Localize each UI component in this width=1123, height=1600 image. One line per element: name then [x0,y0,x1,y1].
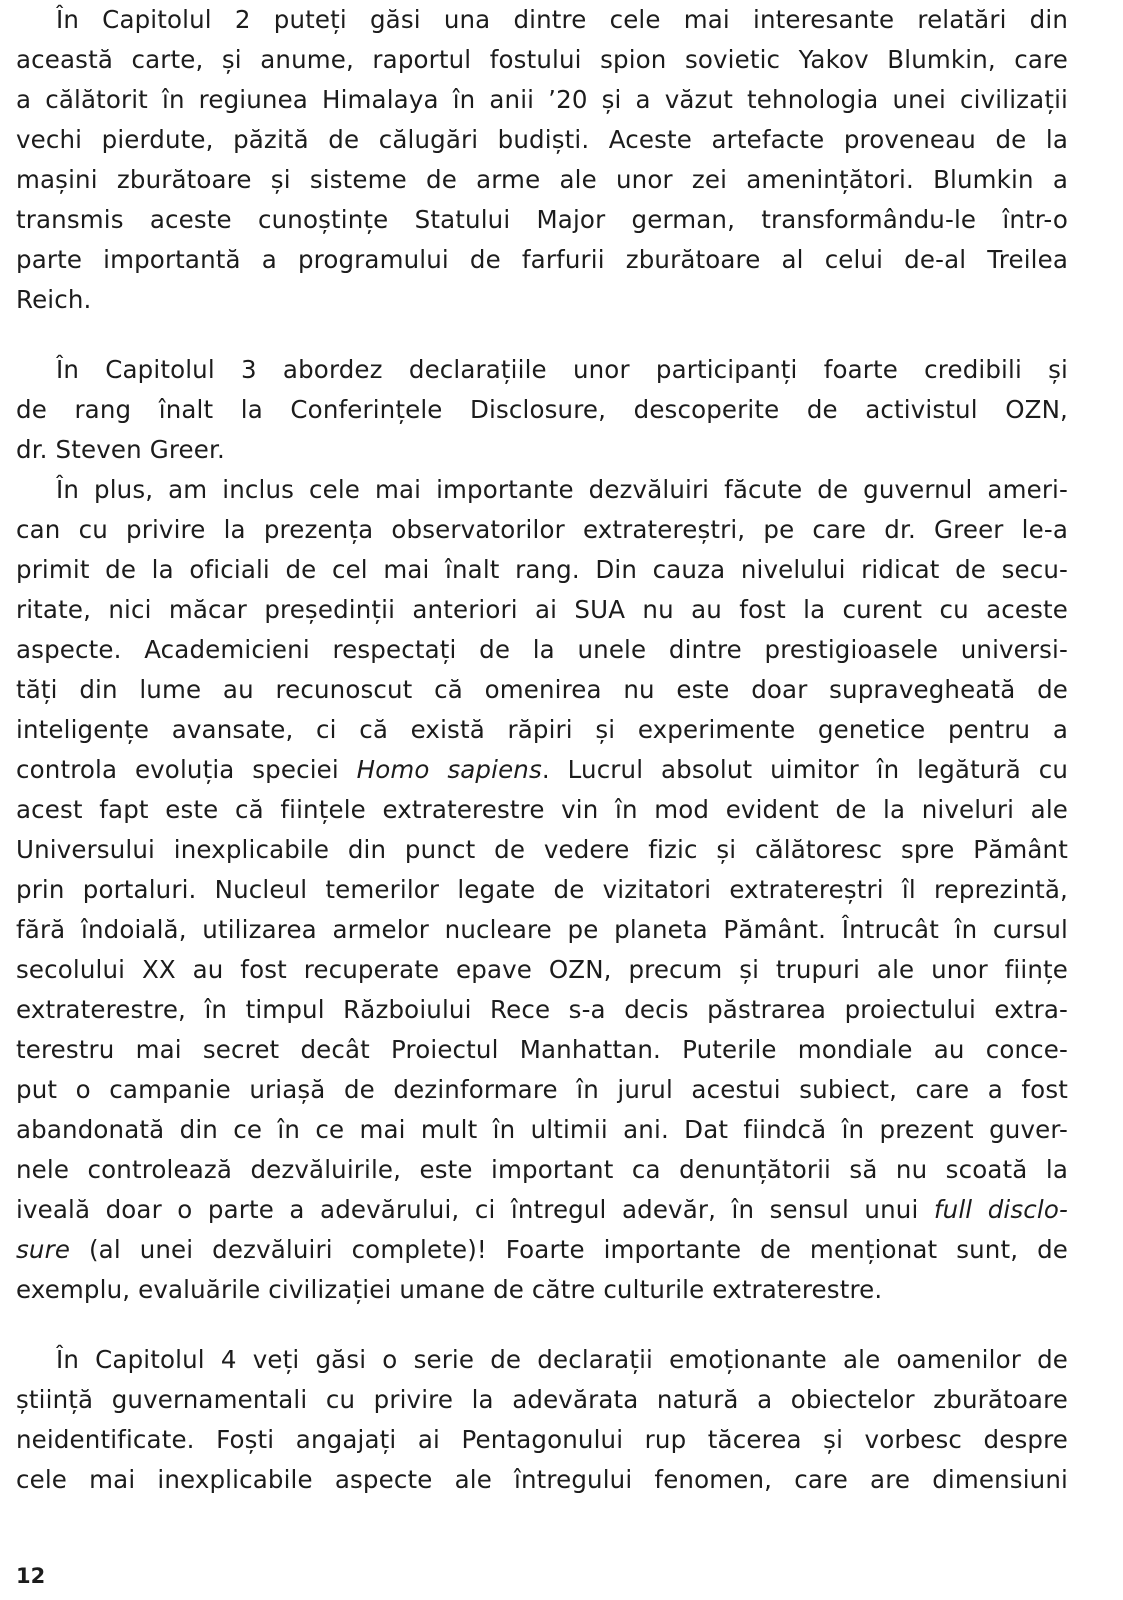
text-line: cele mai inexplicabile aspecte ale întregului fenomen, care are dimensiuni [16,1465,1068,1494]
text-line: această carte, și anume, raportul fostului spion sovietic Yakov Blumkin, care [16,45,1068,74]
text-segment: (al unei dezvăluiri complete)! Foarte importante de menționat sunt, de [70,1235,1068,1264]
text-line: În Capitolul 4 veți găsi o serie de declarații emoționante ale oamenilor de [56,1345,1068,1374]
paragraph-capitolul-4 [16,1340,1068,1500]
text-line: tăți din lume au recunoscut că omenirea nu este doar supravegheată de [16,675,1068,704]
text-line: știință guvernamentali cu privire la adevărata natură a obiectelor zburătoare [16,1385,1068,1414]
text-line-with-italic [16,1190,1068,1230]
text-segment: controla evoluția speciei [16,755,357,784]
paragraph-capitolul-3 [16,350,1068,470]
italic-term-homo-sapiens: Homo sapiens [356,755,542,784]
text-line: ritate, nici măcar președinții anteriori ai SUA nu au fost la curent cu aceste [16,595,1068,624]
text-line: parte importantă a programului de farfurii zburătoare al celui de-al Treilea [16,245,1068,274]
text-line: În plus, am inclus cele mai importante dezvăluiri făcute de guvernul ameri- [56,475,1068,504]
text-segment: . Lucrul absolut uimitor în legătură cu [541,755,1069,784]
paragraph-in-plus [16,470,1068,1310]
text-segment: iveală doar o parte a adevărului, ci întregul adevăr, în sensul unui [16,1195,934,1224]
text-line: a călătorit în regiunea Himalaya în anii ’20 și a văzut tehnologia unei civilizații [16,85,1068,114]
text-line: inteligențe avansate, ci că există răpiri și experimente genetice pentru a [16,715,1068,744]
text-line: extraterestre, în timpul Războiului Rece s-a decis păstrarea proiectului extra- [16,995,1068,1024]
text-line-with-italic [16,1230,1068,1270]
text-line: fără îndoială, utilizarea armelor nucleare pe planeta Pământ. Întrucât în cursul [16,915,1068,944]
text-line: prin portaluri. Nucleul temerilor legate de vizitatori extratereștri îl reprezintă, [16,875,1068,904]
text-line: În Capitolul 3 abordez declarațiile unor participanți foarte credibili și [56,355,1068,384]
text-line: aspecte. Academicieni respectați de la unele dintre prestigioasele universi- [16,635,1068,664]
page-body [16,0,1068,1500]
text-line: exemplu, evaluările civilizației umane de către culturile extraterestre. [16,1275,883,1304]
text-line: Universului inexplicabile din punct de vedere fizic și călătoresc spre Pământ [16,835,1068,864]
text-line: de rang înalt la Conferințele Disclosure, descoperite de activistul OZN, [16,395,1068,424]
text-line: nele controlează dezvăluirile, este important ca denunțătorii să nu scoată la [16,1155,1068,1184]
text-line: secolului XX au fost recuperate epave OZN, precum și trupuri ale unor ființe [16,955,1068,984]
text-line: vechi pierdute, păzită de călugări budiști. Aceste artefacte proveneau de la [16,125,1068,154]
page-number: 12 [16,1564,46,1588]
text-line: can cu privire la prezența observatorilor extratereștri, pe care dr. Greer le-a [16,515,1068,544]
text-line: Reich. [16,285,92,314]
text-line: mașini zburătoare și sisteme de arme ale unor zei amenințători. Blumkin a [16,165,1068,194]
paragraph-capitolul-2 [16,0,1068,320]
text-line: put o campanie uriașă de dezinformare în jurul acestui subiect, care a fost [16,1075,1068,1104]
text-line: acest fapt este că ființele extraterestre vin în mod evident de la niveluri ale [16,795,1068,824]
text-line: abandonată din ce în ce mai mult în ultimii ani. Dat fiindcă în prezent guver- [16,1115,1068,1144]
text-line: dr. Steven Greer. [16,435,225,464]
paragraph-gap [16,1310,1068,1340]
text-line-with-italic [16,750,1068,790]
text-line: transmis aceste cunoștințe Statului Major german, transformându-le într-o [16,205,1068,234]
italic-term-full-disclosure: full disclo- [933,1195,1069,1224]
text-line: neidentificate. Foști angajați ai Pentagonului rup tăcerea și vorbesc despre [16,1425,1068,1454]
italic-term-full-disclosure-end: sure [16,1235,71,1264]
text-line: primit de la oficiali de cel mai înalt rang. Din cauza nivelului ridicat de secu- [16,555,1068,584]
text-line: terestru mai secret decât Proiectul Manhattan. Puterile mondiale au conce- [16,1035,1068,1064]
text-line: În Capitolul 2 puteți găsi una dintre cele mai interesante relatări din [56,5,1068,34]
paragraph-gap [16,320,1068,350]
